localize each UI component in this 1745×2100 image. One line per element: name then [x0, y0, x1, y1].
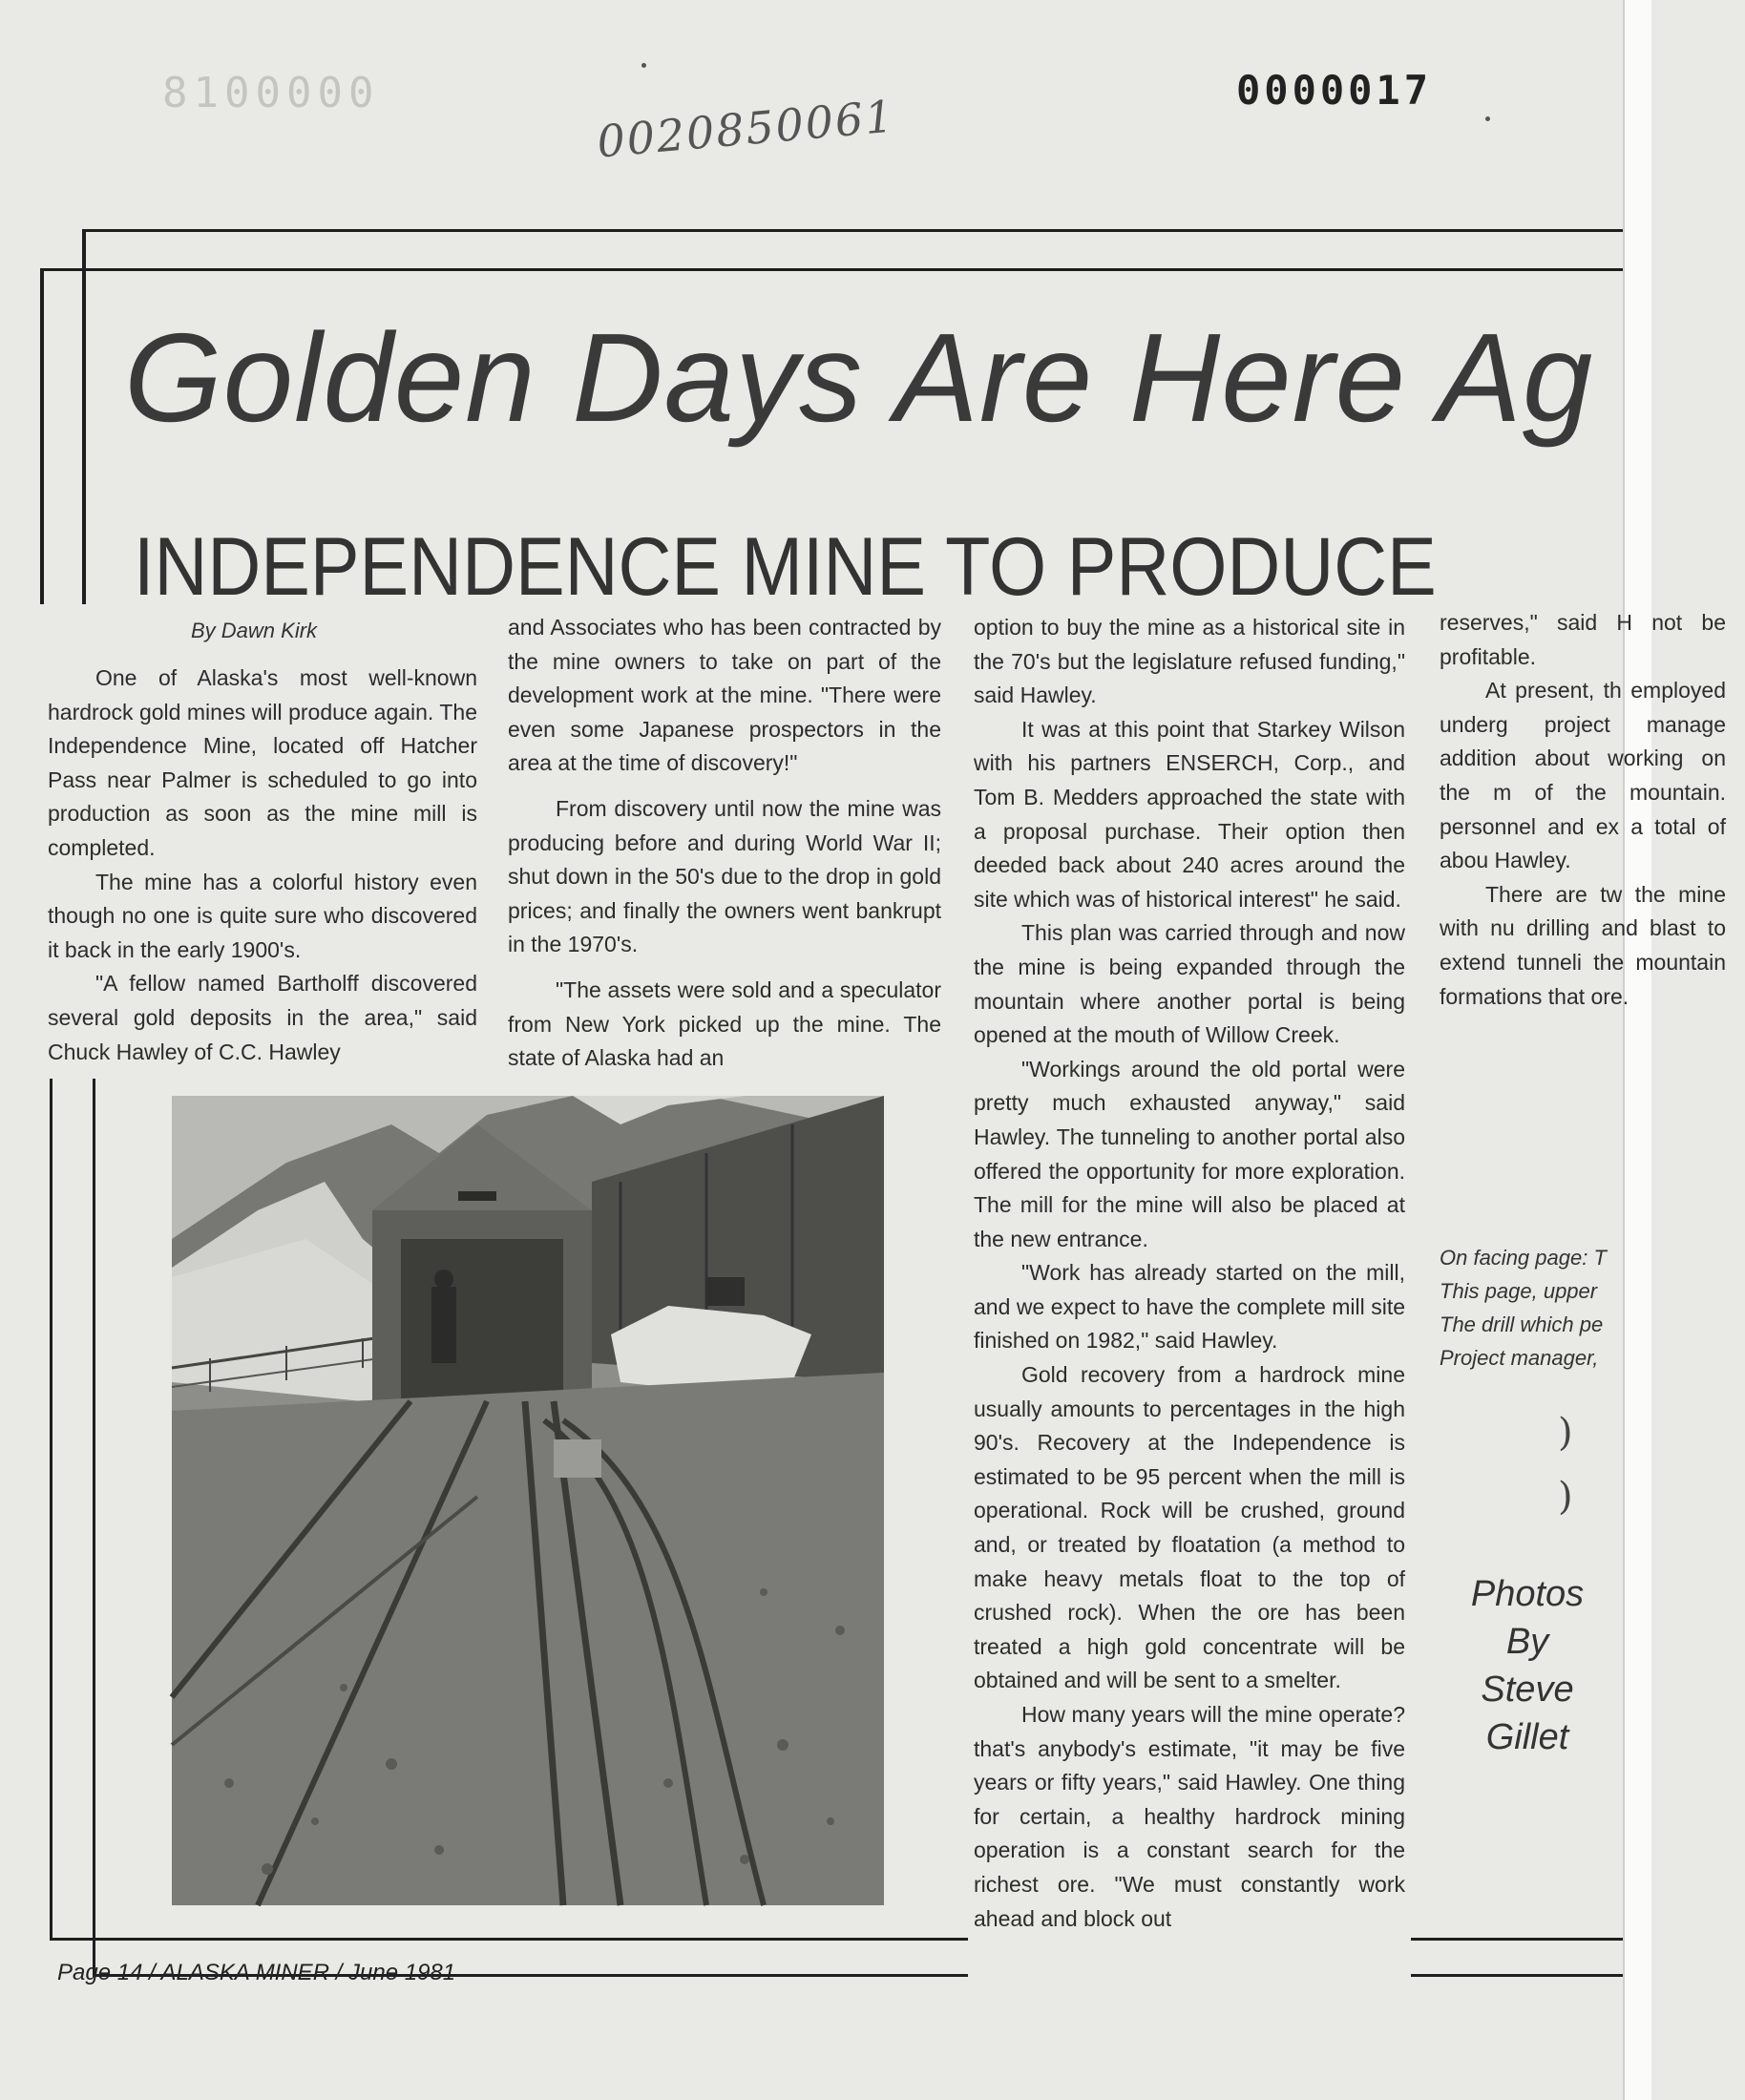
caption-line: The drill which pe — [1440, 1312, 1604, 1336]
paragraph: The mine has a colorful history even though no one is quite sure who discovered it back in the early 1900's. — [48, 869, 477, 962]
page-edge — [1623, 0, 1651, 2100]
frame-top-rule-inner — [40, 268, 1623, 271]
article-column-2 — [508, 611, 941, 1076]
speck — [641, 63, 646, 68]
paragraph: It was at this point that Starkey Wilson with his partners ENSERCH, Corp., and Tom B. Medders approached the state with a proposal purchase. Their option then deeded back about 240 acres around the site which was of historical interest" he said. — [974, 716, 1405, 912]
bracket-mark: ) — [1558, 1475, 1573, 1519]
photo-credit — [1432, 1570, 1623, 1761]
paragraph: One of Alaska's most well-known hardrock gold mines will produce again. The Independence Mine, located off Hatcher Pass near Palmer is scheduled to go into production as soon as the mine mill is completed. — [48, 665, 477, 860]
paragraph: option to buy the mine as a historical site in the 70's but the legislature refused funding," said Hawley. — [974, 615, 1405, 708]
paragraph: "Workings around the old portal were pretty much exhausted anyway," said Hawley. The tunneling to another portal also offered the opportunity for more exploration. The mill for the mine will also be placed at the new entrance. — [974, 1056, 1405, 1251]
paragraph: "A fellow named Bartholff discovered several gold deposits in the area," said Chuck Hawley of C.C. Hawley — [48, 971, 477, 1064]
credit-line: Gillet — [1485, 1717, 1569, 1757]
paragraph: "Work has already started on the mill, and we expect to have the complete mill site finished on 1982," said Hawley. — [974, 1260, 1405, 1354]
credit-line: By — [1505, 1622, 1549, 1662]
ghost-stamp-number: 8100000 — [162, 69, 380, 117]
frame-bottom-rule-inner-right — [1411, 1974, 1623, 1977]
handwritten-document-id: 0020850061 — [595, 90, 897, 168]
paragraph: There are tw the mine with nu drilling and blast to extend tunneli the mountain formations that ore. — [1440, 881, 1726, 1009]
credit-line: Steve — [1481, 1670, 1574, 1710]
paragraph: reserves," said H not be profitable. — [1440, 610, 1726, 669]
paragraph: This plan was carried through and now the mine is being expanded through the mountain where another portal is being opened at the mouth of Willow Creek. — [974, 920, 1405, 1048]
credit-line: Photos — [1470, 1574, 1585, 1614]
frame-top-rule — [82, 229, 1623, 232]
paragraph: "The assets were sold and a speculator from New York picked up the mine. The state of Alaska had an — [508, 976, 941, 1071]
article-column-4 — [1440, 606, 1726, 1217]
headline-container — [124, 305, 1608, 458]
caption-line: This page, upper — [1440, 1279, 1598, 1303]
paragraph: and Associates who has been contracted by the mine owners to take on part of the development work at the mine. "There were even some Japanese prospectors in the area at the time of discovery!" — [508, 615, 941, 776]
frame-left-rule-outer — [40, 268, 44, 604]
paragraph: Gold recovery from a hardrock mine usually amounts to percentages in the high 90's. Recovery at the Independence is estimated to be 95 percent when the mill is operational. Rock will be crushed, ground and, or treated by floatation (a method to make heavy metals float to the top of crushed rock). When the ore has been treated a high gold concentrate will be obtained and will be sent to a smelter. — [974, 1362, 1405, 1693]
paragraph: From discovery until now the mine was producing before and during World War II; shut down in the 50's due to the drop in gold prices; and finally the owners went bankrupt in the 1970's. — [508, 795, 941, 957]
page-footer: Page 14 / ALASKA MINER / June 1981 — [57, 1960, 456, 1985]
photo-caption — [1440, 1241, 1623, 1375]
frame-bottom-rule — [50, 1938, 968, 1941]
frame-bottom-rule-right — [1411, 1938, 1623, 1941]
headline: Golden Days Are Here Ag — [124, 307, 1594, 448]
mine-portal-photo — [172, 1096, 884, 1905]
paragraph: How many years will the mine operate? that's anybody's estimate, "it may be five years or fifty years," said Hawley. One thing for certain, a healthy hardrock mining operation is a constant search for the richest ore. "We must constantly work ahead and block out — [974, 1702, 1405, 1931]
caption-line: On facing page: T — [1440, 1246, 1607, 1270]
paragraph: At present, th employed underg project manage addition about working on the m of the mountain. personnel and ex a total of abou Hawley. — [1440, 678, 1726, 873]
speck — [1485, 116, 1490, 121]
frame-left-rule — [82, 229, 86, 604]
article-column-1 — [48, 662, 477, 1069]
byline: By Dawn Kirk — [191, 619, 318, 642]
article-column-3 — [974, 611, 1405, 1936]
bracket-mark: ) — [1558, 1411, 1573, 1455]
subheadline: INDEPENDENCE MINE TO PRODUCE — [134, 521, 1437, 613]
frame-bottom-left-rule-inner — [93, 1079, 95, 1976]
caption-line: Project manager, — [1440, 1346, 1599, 1370]
page-stamp-number: 0000017 — [1236, 67, 1433, 114]
frame-bottom-left-rule — [50, 1079, 53, 1940]
